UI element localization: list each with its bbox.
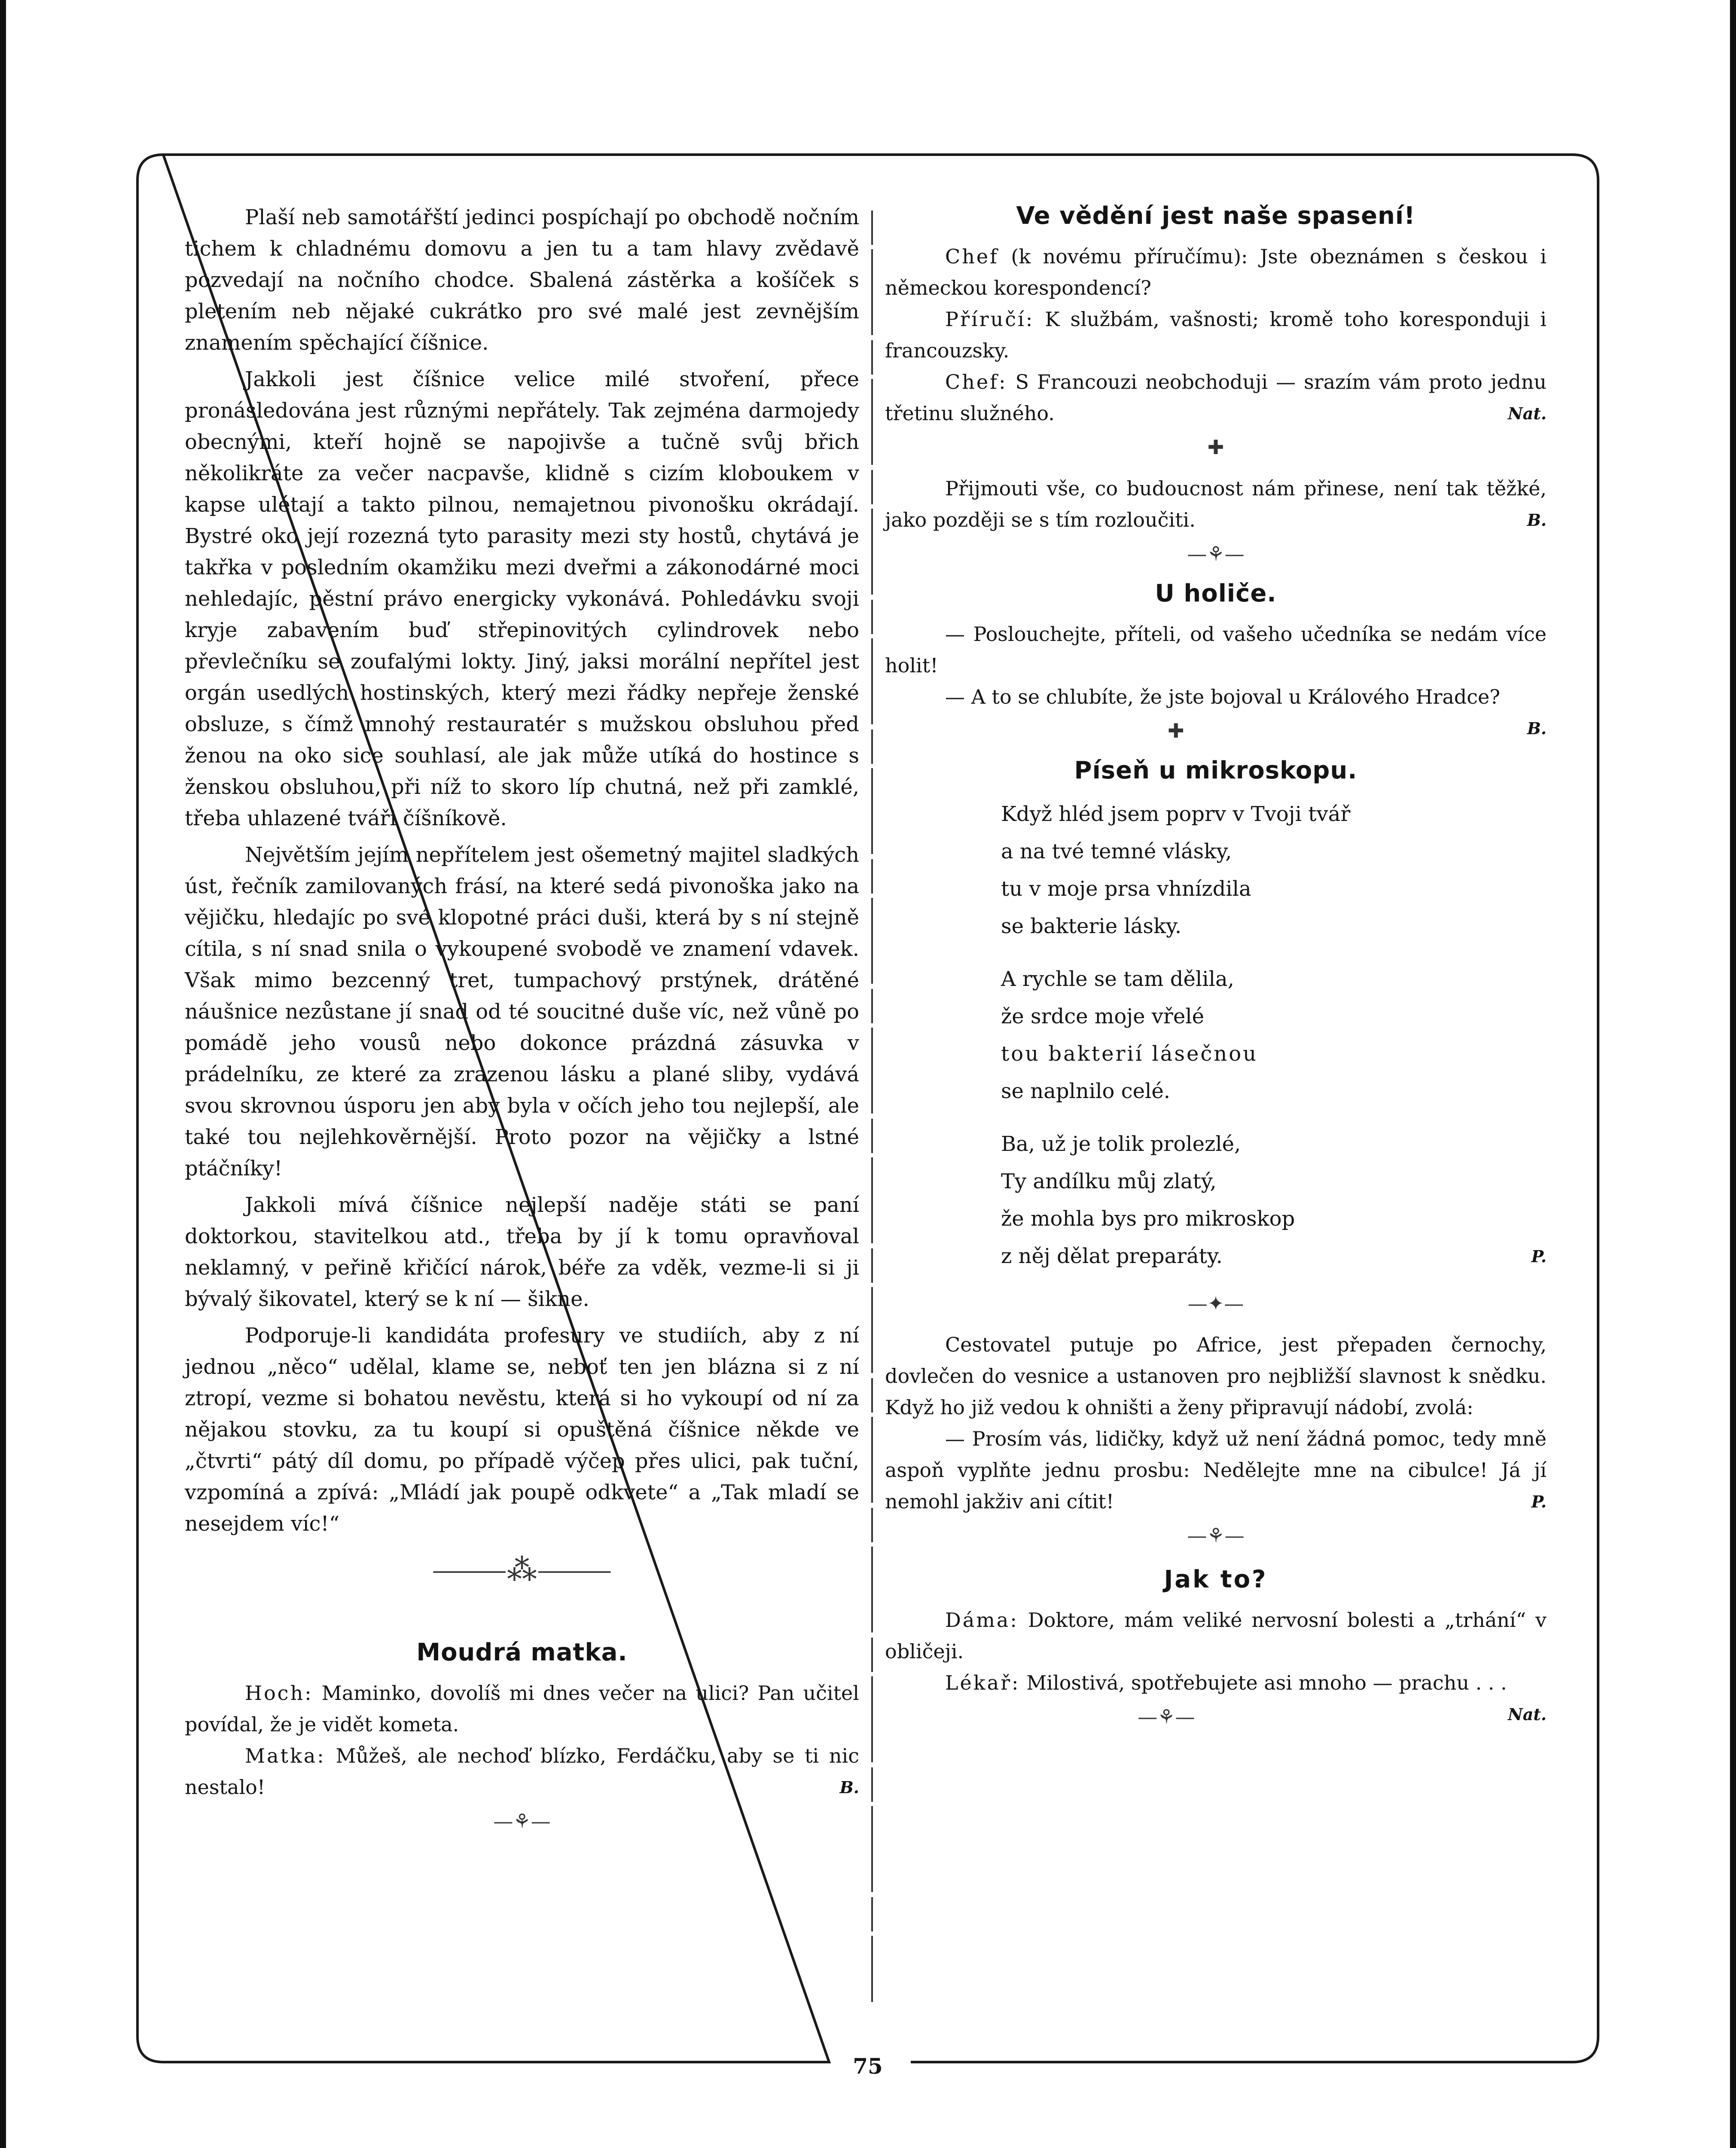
dialogue-text: Můžeš, ale nechoď blízko, Ferdáčku, aby se ti nic nestalo! [185, 1744, 860, 1799]
poem-verse-text: z něj dělat preparáty. [1001, 1244, 1223, 1268]
speaker-label: Příručí: [945, 308, 1034, 331]
dialogue-text: Milostivá, spotřebujete asi mnoho — prachu . . . [1026, 1671, 1507, 1694]
poem-verse: tou bakterií lásečnou [1001, 1042, 1258, 1066]
dialogue-line [885, 241, 1547, 304]
dialogue-text: (k novému příručímu): Jste obeznámen s českou i německou korespondencí? [885, 245, 1547, 299]
article-paragraph: Jakkoli jest číšnice velice milé stvoření, přece pronásledována jest různými nepřátely. Tak zejména darmojedy obecnými, kteří hojně se napojivše a tučně svůj břich několikráte za večer nacpavše, klidně s cizím kloboukem v kapse ulétají a takto pilnou, nemajetnou pivonošku okrádají. Bystré oko její rozezná tyto parasity mezi sty hostů, chytává je takřka v posledním okamžiku mezi dveřmi a zákonodárné moci nehledajíc, pěstní právo energicky vykonává. Pohledávku svoji kryje zabavením buď střepinovitých cylindrovek nebo převlečníku se zoufalými lokty. Jiný, jaksi morální nepřítel jest orgán usedlých hostinských, který mezi řádky nepřeje ženské obsluze, s čímž mnohý restauratér s mužskou obsluhou před ženou na oko sice souhlasí, ale jak může utíká do hostince s ženskou obsluhou, při níž to skoro líp chutná, než při zamklé, třeba uhlazené tváři číšníkově. [185, 367, 859, 830]
jak-to-title: Jak to? [1164, 1565, 1268, 1593]
speaker-label: Lékař: [945, 1671, 1020, 1694]
ornament-cross-icon: ✚ [1168, 719, 1184, 742]
poem-verse: tu v moje prsa vhnízdila [1001, 877, 1251, 901]
article-paragraph: Jakkoli mívá číšnice nejlepší naděje státi se paní doktorkou, stavitelkou atd., třeba by jí k tomu opravňoval neklamný, v peřině křičící nárok, béře za vděk, vezme-li si ji bývalý šikovatel, který se k ní — šikne. [185, 1193, 859, 1311]
aphorism [885, 473, 1547, 536]
poem-verse [1001, 1238, 1547, 1275]
signature: B. [839, 1778, 859, 1797]
speaker-label: Chef: [945, 370, 1007, 394]
poem-stanza [885, 796, 1547, 945]
ornament-flourish-icon: —⚘— [493, 1809, 551, 1833]
holic-title: U holiče. [1155, 580, 1277, 607]
signature: B. [1527, 719, 1547, 738]
dialogue-line [185, 1740, 859, 1803]
anecdote-paragraph: Cestovatel putuje po Africe, jest přepaden černochy, dovlečen do vesnice a ustanoven pro nejbližší slavnost k snědku. Když ho již vedou k ohništi a ženy připravují nádobí, zvolá: [885, 1333, 1547, 1419]
speaker-label: Dáma: [945, 1608, 1019, 1632]
dialogue-line [885, 681, 1547, 738]
dialogue-line [885, 366, 1547, 429]
dialogue-line [885, 304, 1547, 366]
dialogue-text: — A to se chlubíte, že jste bojoval u Králového Hradce? [945, 685, 1500, 708]
left-column [185, 202, 859, 1847]
signature: B. [1527, 510, 1547, 530]
signature: Nat. [1507, 1705, 1547, 1724]
ornament-star-icon: —✦— [1187, 1292, 1244, 1315]
article-paragraph: Podporuje-li kandidáta profesury ve studiích, aby z ní jednou „něco“ udělal, klame se, neboť ten jen blázna si z ní ztropí, vezme si bohatou nevěstu, která si ho vykoupí od ní za nějakou stovku, za tu koupí si opuštěná číšnice někde ve „čtvrti“ pátý díl domu, po případě výčep přes ulici, pak tuční, vzpomíná a zpívá: „Mládí jak poupě odkvete“ a „Tak mladí se nesejdem víc!“ [185, 1324, 859, 1536]
article-paragraph: Největším jejím nepřítelem jest ošemetný majitel sladkých úst, řečník zamilovaných frásí, na které sedá pivonoška jako na vějičku, hledajíc po své klopotné práci duši, která by s ní stejně cítila, s ní snad snila o vykoupené svobodě ve znamení vdavek. Však mimo bezcenný tret, tumpachový prstýnek, drátěné náušnice nezůstane jí snad od té soucitné duše víc, než vůně po pomádě jeho vousů nebo dokonce prázdná zásuvka v prádelníku, ze které za zrazenou lásku a plané sliby, vydává svou skrovnou úsporu jen aby byla v očích jeho tou nejlepší, ale také tou nejlehkověrnější. Proto pozor na vějičky a lstné ptáčníky! [185, 843, 859, 1181]
poem-verse: a na tvé temné vlásky, [1001, 839, 1232, 863]
dialogue-line [885, 1605, 1547, 1667]
dialogue-text: Maminko, dovolíš mi dnes večer na ulici? Pan učitel povídal, že je vidět kometa. [185, 1681, 859, 1736]
poem-verse: Když hléd jsem poprv v Tvoji tvář [1001, 802, 1351, 826]
speaker-label: Chef [945, 245, 999, 268]
poem-stanza [885, 1126, 1547, 1275]
poem-verse: Ba, už je tolik prolezlé, [1001, 1132, 1241, 1156]
dialogue-line [885, 1667, 1547, 1724]
poem-verse: se bakterie lásky. [1001, 914, 1182, 938]
speaker-label: Matka: [245, 1744, 326, 1767]
ornament-flourish-icon: —⚘— [1138, 1705, 1195, 1728]
poem-verse: že srdce moje vřelé [1001, 1004, 1204, 1028]
moudra-matka-title: Moudrá matka. [416, 1638, 628, 1666]
dialogue-line [185, 1678, 859, 1740]
ornament-flourish-icon: —⚘— [1187, 1524, 1245, 1547]
dialogue-text: S Francouzi neobchoduji — srazím vám proto jednu třetinu služného. [885, 370, 1547, 425]
signature: Nat. [1507, 404, 1547, 423]
speaker-label: Hoch: [245, 1681, 313, 1705]
ornament-flourish-icon: —⚘— [1187, 542, 1245, 565]
ornament-flourish-icon: ⸻⁂⸻ [432, 1552, 612, 1587]
dialogue-text: Doktore, mám veliké nervosní bolesti a „trhání“ v obličeji. [885, 1608, 1547, 1663]
right-column [885, 202, 1547, 1742]
scan-edge-left [0, 0, 6, 2148]
poem-verse: A rychle se tam dělila, [1001, 967, 1234, 991]
dialogue-line: — Poslouchejte, příteli, od vašeho učedníka se nedám více holit! [885, 622, 1547, 677]
poem-stanza [885, 961, 1547, 1110]
scan-edge-right [1730, 0, 1736, 2148]
signature: P. [1531, 1492, 1547, 1511]
poem-verse: že mohla bys pro mikroskop [1001, 1207, 1295, 1231]
poem-verse: Ty andílku můj zlatý, [1001, 1169, 1217, 1193]
poem-verse: se naplnilo celé. [1001, 1079, 1170, 1103]
anecdote-paragraph [885, 1423, 1547, 1517]
ornament-cross-icon: ✚ [1207, 436, 1224, 459]
dialogue-text: K službám, vašnosti; kromě toho koresponduji i francouzsky. [885, 308, 1547, 362]
signature: P. [1531, 1247, 1547, 1266]
page-number: 75 [842, 2053, 894, 2079]
mikroskop-title: Píseň u mikroskopu. [1074, 757, 1358, 784]
anecdote-text: — Prosím vás, lidičky, když už není žádná pomoc, tedy mně aspoň vyplňte jednu prosbu: Nedělejte mne na cibulce! Já jí nemohl jakživ ani cítit! [885, 1427, 1547, 1513]
aphorism-text: Přijmouti vše, co budoucnost nám přinese, není tak těžké, jako později se s tím rozloučiti. [885, 477, 1547, 531]
article-paragraph: Plaší neb samotářští jedinci pospíchají po obchodě nočním tichem k chladnému domovu a jen tu a tam hlavy zvědavě pozvedají na nočního chodce. Sbalená zástěrka a košíček s pletením neb nějaké cukrátko pro své malé jest zevnějším znamením spěchající číšnice. [185, 205, 859, 355]
vedeni-title: Ve vědění jest naše spasení! [1016, 202, 1416, 230]
